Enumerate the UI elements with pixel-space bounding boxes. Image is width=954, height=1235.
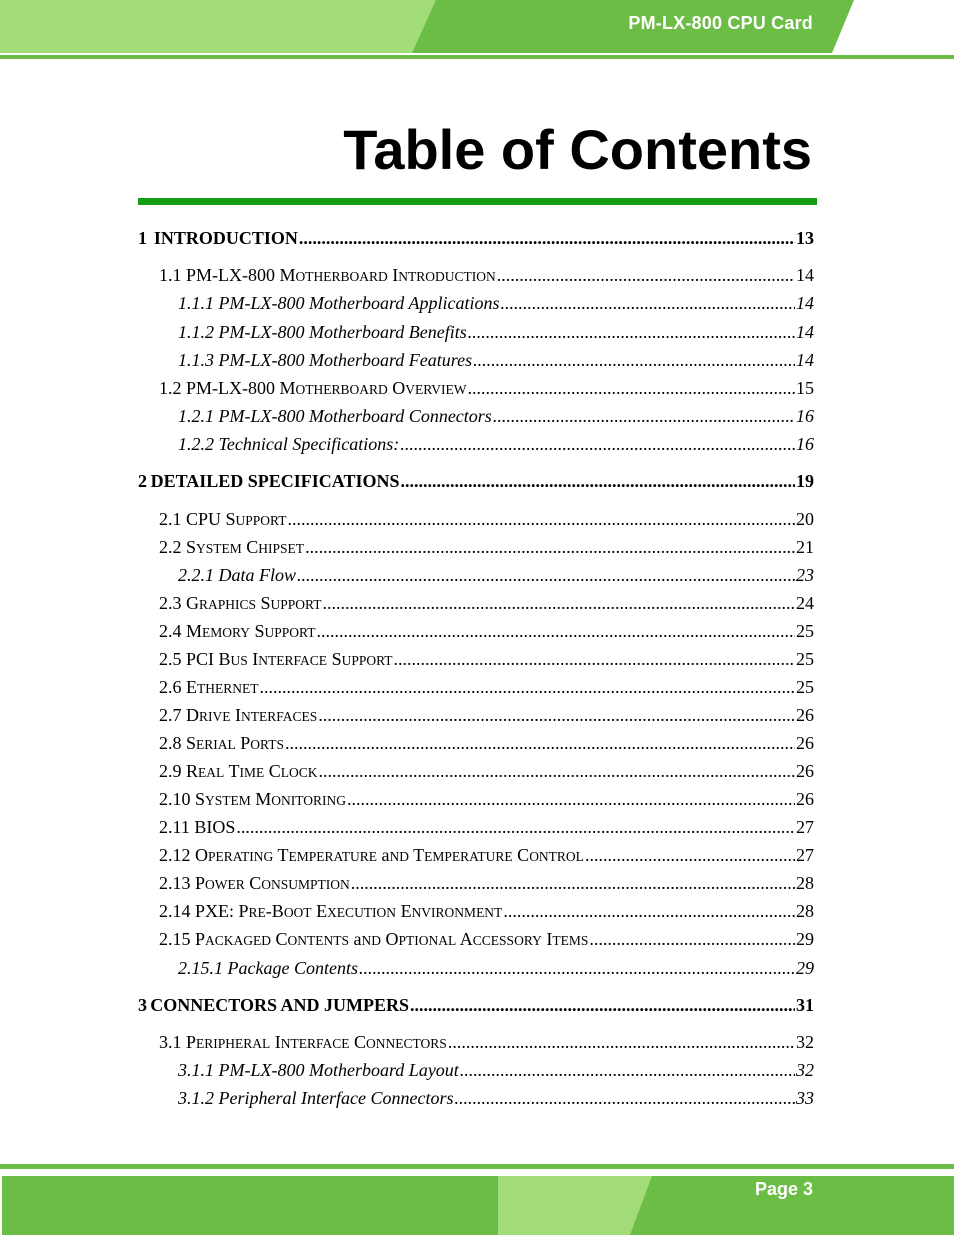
toc-entry-title: 2.11 BIOS xyxy=(159,817,236,837)
toc-entry[interactable] xyxy=(138,788,814,812)
toc-entry-title: 3.1 PERIPHERAL INTERFACE CONNECTORS xyxy=(159,1032,447,1052)
toc-page-number: 16 xyxy=(796,434,814,454)
toc-page-number: 25 xyxy=(796,621,814,641)
toc-page-number: 26 xyxy=(796,705,814,725)
toc-entry[interactable] xyxy=(138,227,814,249)
toc-entry-title: 2.15.1 Package Contents xyxy=(178,958,358,978)
toc-dot-leader xyxy=(317,620,795,642)
toc-page-number: 14 xyxy=(796,350,814,370)
toc-entry-title: 2.12 OPERATING TEMPERATURE aND TEMPERATURE CONTROL xyxy=(159,845,584,865)
toc-entry[interactable] xyxy=(138,470,814,492)
toc-dot-leader xyxy=(285,732,795,754)
toc-page-number: 32 xyxy=(796,1060,814,1080)
toc-entry-title: 1.1.2 PM-LX-800 Motherboard Benefits xyxy=(178,322,467,342)
toc-entry-title: 2.4 MEMORY SUPPORT xyxy=(159,621,316,641)
toc-dot-leader xyxy=(493,405,795,427)
toc-dot-leader xyxy=(236,816,795,838)
toc-page-number: 23 xyxy=(796,565,814,585)
toc-dot-leader xyxy=(503,900,795,922)
toc-entry[interactable] xyxy=(138,264,814,288)
toc-dot-leader xyxy=(473,349,795,371)
toc-page-number: 27 xyxy=(796,845,814,865)
toc-page-number: 15 xyxy=(796,378,814,398)
footer-band-light xyxy=(498,1176,652,1235)
toc-entry[interactable] xyxy=(138,648,814,672)
toc-entry[interactable] xyxy=(138,760,814,784)
header-title: PM-LX-800 CPU Card xyxy=(628,13,813,33)
toc-entry-title: 1.1.3 PM-LX-800 Motherboard Features xyxy=(178,350,473,370)
toc-page-number: 14 xyxy=(796,322,814,342)
toc-entry[interactable] xyxy=(138,844,814,868)
toc-dot-leader xyxy=(454,1087,795,1109)
toc-entry-title: 3.1.1 PM-LX-800 Motherboard Layout xyxy=(178,1060,459,1080)
toc-entry[interactable] xyxy=(138,508,814,532)
title-rule xyxy=(138,198,817,205)
toc-entry[interactable] xyxy=(138,994,814,1016)
toc-page-number: 24 xyxy=(796,593,814,613)
toc-entry[interactable] xyxy=(138,292,814,314)
header-rule xyxy=(0,55,954,59)
toc-dot-leader xyxy=(467,377,795,399)
toc-entry[interactable] xyxy=(138,536,814,560)
toc-dot-leader xyxy=(260,676,796,698)
toc-entry-title: 1.2 PM-LX-800 MOTHERBOARD OVERVIEW xyxy=(159,378,467,398)
toc-entry-title: 2.3 GRAPHICS SUPPORT xyxy=(159,593,322,613)
toc-entry-title: 2.1 CPU SUPPORT xyxy=(159,509,287,529)
toc-page-number: 19 xyxy=(796,471,814,491)
toc-page-number: 27 xyxy=(796,817,814,837)
toc-entry[interactable] xyxy=(138,1059,814,1081)
toc-entry-title: 1.2.1 PM-LX-800 Motherboard Connectors xyxy=(178,406,492,426)
toc-dot-leader xyxy=(359,957,795,979)
toc-entry-title: 2.5 PCI BUS INTERFACE SUPPORT xyxy=(159,649,393,669)
toc-dot-leader xyxy=(297,564,795,586)
toc-page-number: 26 xyxy=(796,733,814,753)
toc-dot-leader xyxy=(400,433,795,455)
toc-entry-title: 2.2 SYSTEM CHIPSET xyxy=(159,537,305,557)
toc-entry-title: DETAILED SPECIFICATIONS xyxy=(150,471,400,491)
toc-entry[interactable] xyxy=(138,564,814,586)
header-band-light xyxy=(0,0,480,53)
toc-entry-title: 1.1 PM-LX-800 MOTHERBOARD INTRODUCTION xyxy=(159,265,496,285)
toc-dot-leader xyxy=(468,321,795,343)
toc-page-number: 25 xyxy=(796,649,814,669)
toc-page-number: 28 xyxy=(796,873,814,893)
toc-page-number: 14 xyxy=(796,293,814,313)
toc-entry[interactable] xyxy=(138,433,814,455)
toc-dot-leader xyxy=(299,227,795,249)
toc-page-number: 26 xyxy=(796,789,814,809)
toc-page-number: 33 xyxy=(796,1088,814,1108)
toc-page-number: 32 xyxy=(796,1032,814,1052)
toc-entry[interactable] xyxy=(138,620,814,644)
toc-entry-title: 1.1.1 PM-LX-800 Motherboard Applications xyxy=(178,293,500,313)
toc-entry[interactable] xyxy=(138,1031,814,1055)
toc-chapter-number: 3 xyxy=(138,995,147,1015)
toc-page-number: 13 xyxy=(796,228,814,248)
toc-dot-leader xyxy=(288,508,796,530)
toc-dot-leader xyxy=(351,872,795,894)
toc-page-number: 29 xyxy=(796,958,814,978)
toc-dot-leader xyxy=(585,844,795,866)
toc-page-number: 16 xyxy=(796,406,814,426)
toc-page-number: 21 xyxy=(796,537,814,557)
toc-dot-leader xyxy=(400,470,795,492)
toc-entry-title: 2.15 PACKAGED CONTENTS aND OPTIONAL ACCESSORY ITEMS xyxy=(159,929,589,949)
toc-entry[interactable] xyxy=(138,321,814,343)
page-number: Page 3 xyxy=(754,1179,813,1199)
toc-entry[interactable] xyxy=(138,816,814,838)
footer-rule xyxy=(0,1164,954,1169)
toc-entry-title: 2.2.1 Data Flow xyxy=(178,565,297,585)
toc-dot-leader xyxy=(318,704,795,726)
toc-page-number: 28 xyxy=(796,901,814,921)
toc-entry[interactable] xyxy=(138,928,814,952)
toc-entry-title: 2.10 SYSTEM MONITORING xyxy=(159,789,347,809)
toc-entry-title: 1.2.2 Technical Specifications: xyxy=(178,434,400,454)
toc-entry-title: INTRODUCTION xyxy=(153,228,298,248)
toc-entry[interactable] xyxy=(138,592,814,616)
toc-entry[interactable] xyxy=(138,872,814,896)
toc-dot-leader xyxy=(460,1059,795,1081)
toc-entry[interactable] xyxy=(138,900,814,924)
toc-entry-title: 3.1.2 Peripheral Interface Connectors xyxy=(178,1088,454,1108)
toc-page-number: 26 xyxy=(796,761,814,781)
toc-entry-title: 2.13 POWER CONSUMPTION xyxy=(159,873,350,893)
toc-dot-leader xyxy=(500,292,795,314)
toc-page-number: 29 xyxy=(796,929,814,949)
toc-dot-leader xyxy=(448,1031,795,1053)
toc-page-number: 14 xyxy=(796,265,814,285)
toc-entry-title: 2.7 DRIVE INTERFACES xyxy=(159,705,318,725)
toc-dot-leader xyxy=(410,994,795,1016)
toc-entry[interactable] xyxy=(138,405,814,427)
toc-entry[interactable] xyxy=(138,704,814,728)
toc-entry[interactable] xyxy=(138,377,814,401)
toc-entry-title: 2.8 SERIAL PORTS xyxy=(159,733,284,753)
toc-entry-title: 2.6 ETHERNET xyxy=(159,677,259,697)
toc-entry[interactable] xyxy=(138,957,814,979)
toc-dot-leader xyxy=(497,264,795,286)
toc-entry[interactable] xyxy=(138,1087,814,1109)
toc-chapter-number: 1 xyxy=(138,228,147,248)
toc-dot-leader xyxy=(323,592,795,614)
toc-entry-title: CONNECTORS AND JUMPERS xyxy=(150,995,409,1015)
toc-entry-title: 2.14 PXE: PRE-BOOT EXECUTION ENVIRONMENT xyxy=(159,901,503,921)
toc-page-number: 20 xyxy=(796,509,814,529)
toc-dot-leader xyxy=(318,760,795,782)
toc-page-number: 31 xyxy=(796,995,814,1015)
page-title: Table of Contents xyxy=(343,118,812,181)
toc-entry[interactable] xyxy=(138,732,814,756)
toc-dot-leader xyxy=(305,536,795,558)
toc-page-number: 25 xyxy=(796,677,814,697)
toc-entry-title: 2.9 REAL TIME CLOCK xyxy=(159,761,318,781)
toc-dot-leader xyxy=(347,788,795,810)
toc-dot-leader xyxy=(589,928,795,950)
toc-dot-leader xyxy=(394,648,795,670)
toc-entry[interactable] xyxy=(138,676,814,700)
toc-chapter-number: 2 xyxy=(138,471,147,491)
toc-entry[interactable] xyxy=(138,349,814,371)
